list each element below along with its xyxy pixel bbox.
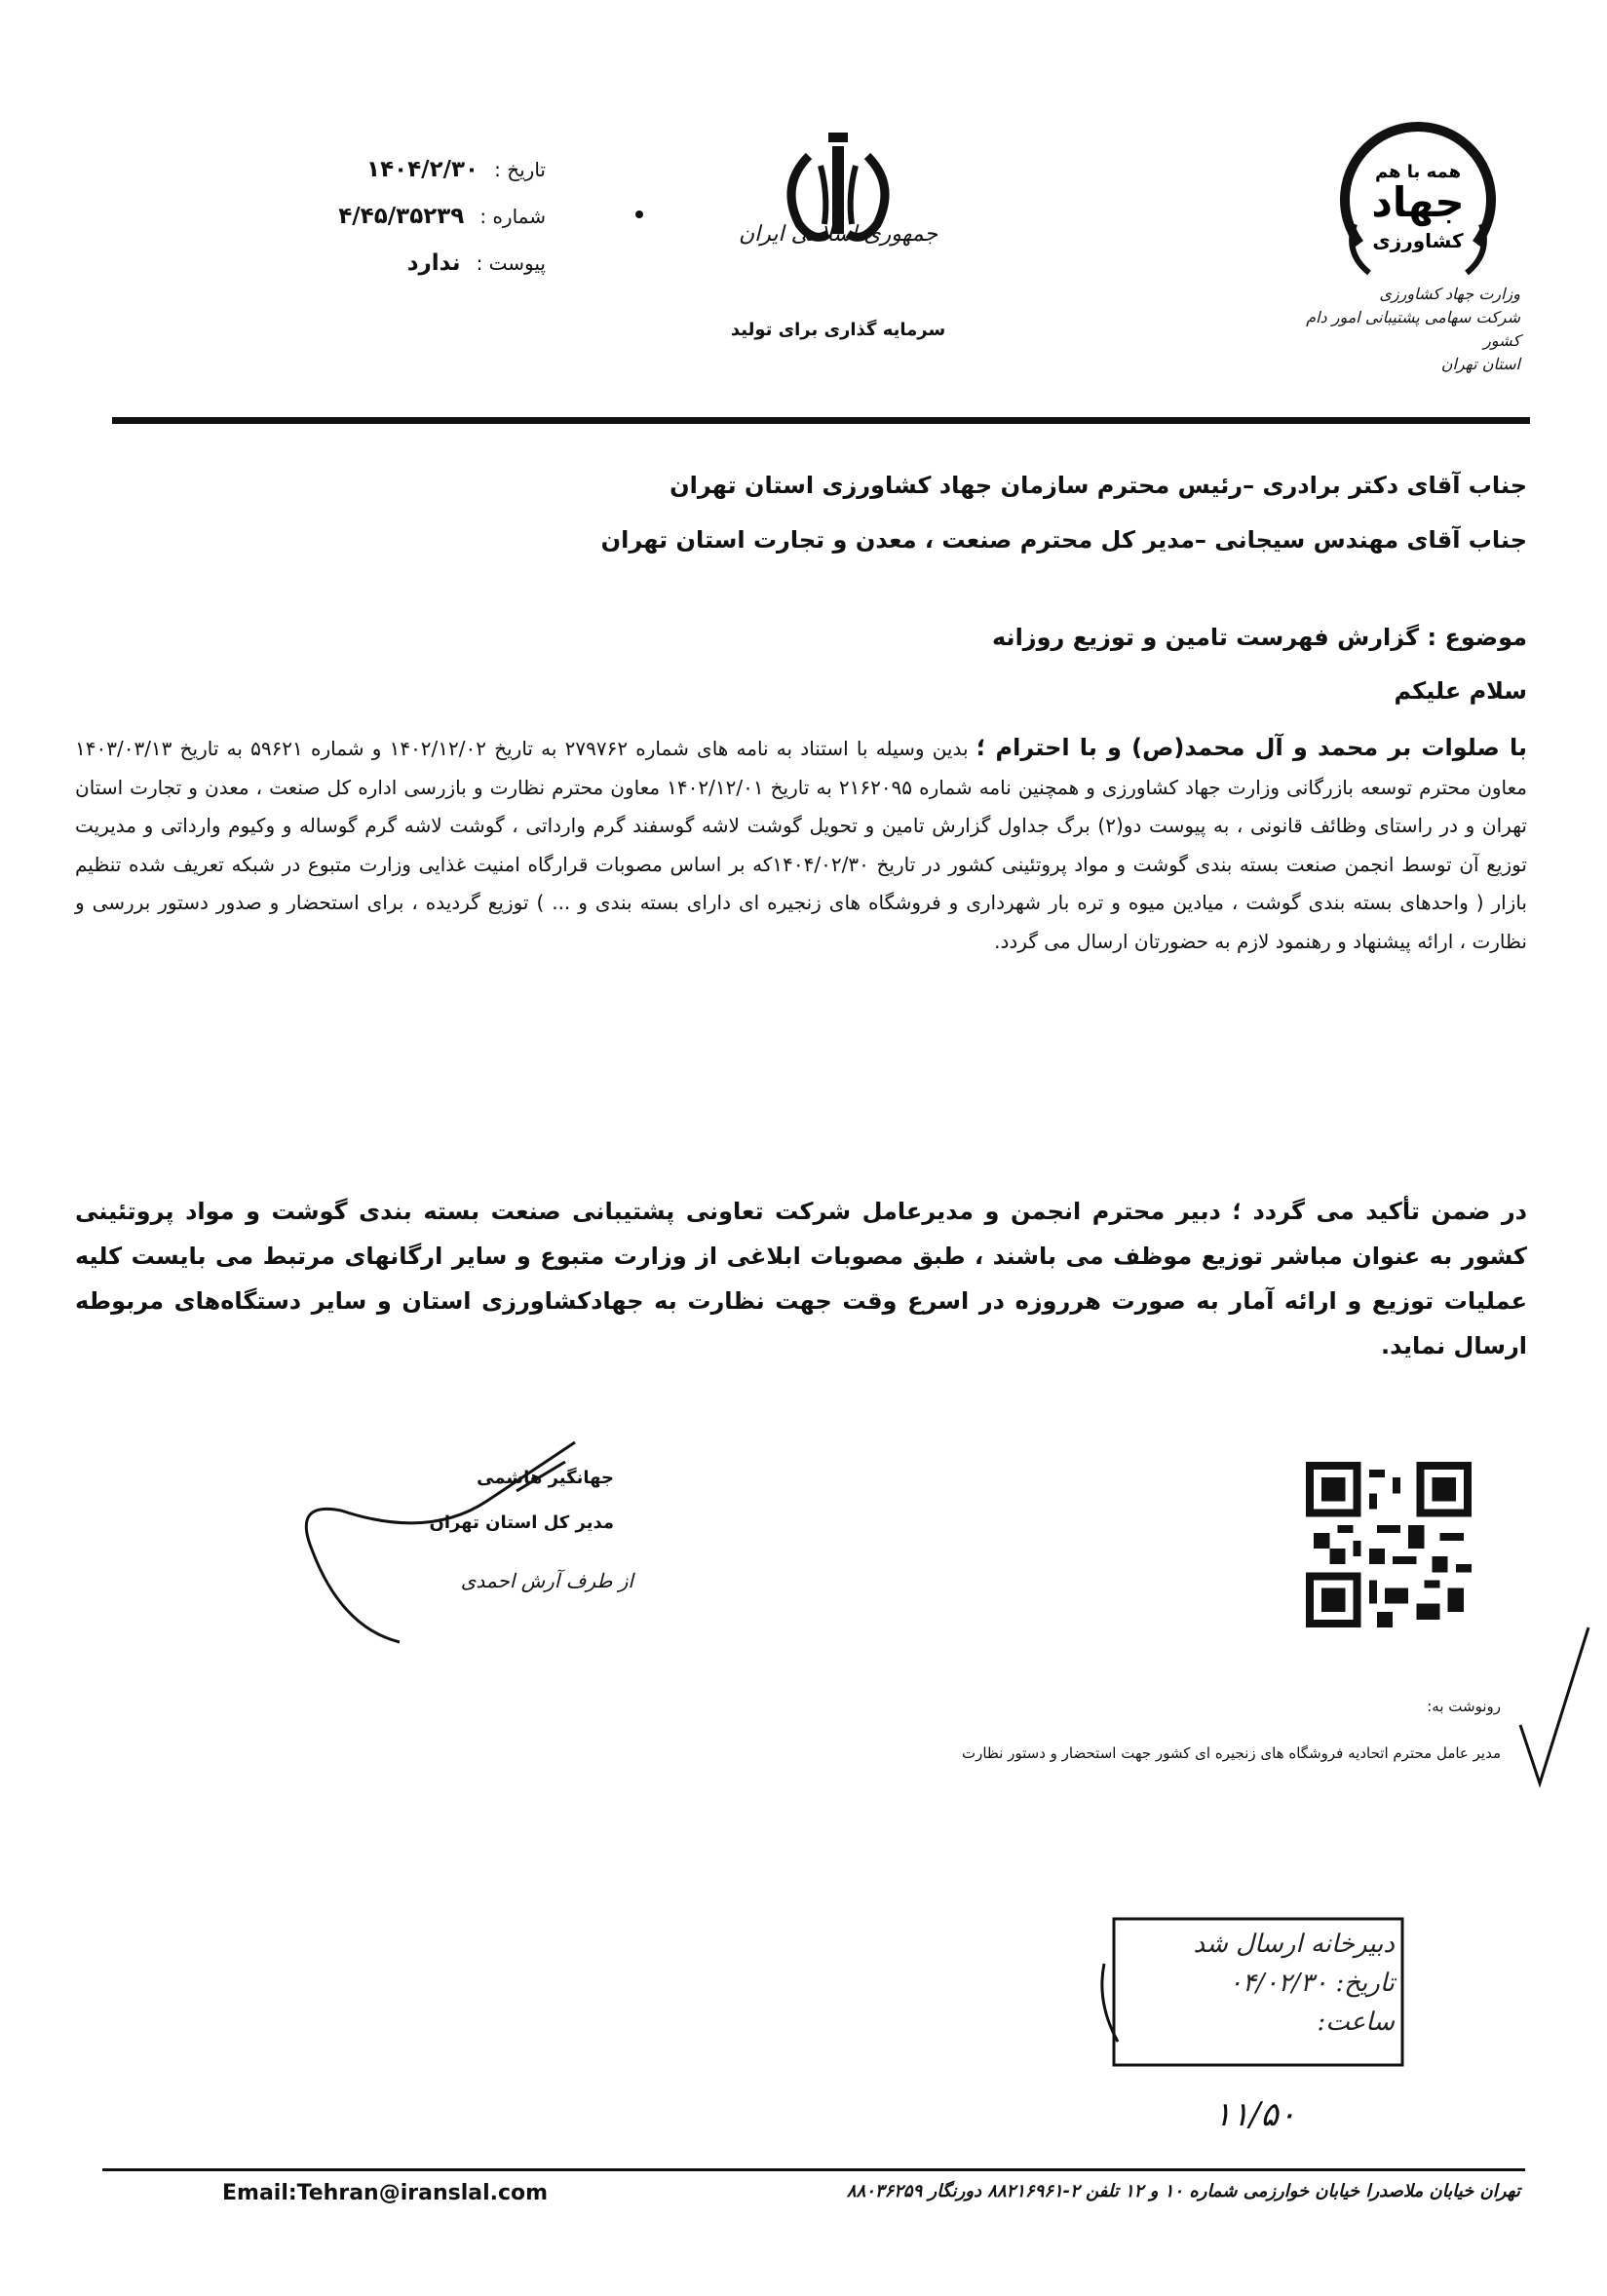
recipient-line: جناب آقای دکتر برادری –رئیس محترم سازمان جهاد کشاورزی استان تهران xyxy=(670,472,1527,499)
letter-paragraph-2: در ضمن تأکید می گردد ؛ دبیر محترم انجمن و مدیرعامل شرکت تعاونی پشتیبانی صنعت بسته بندی گوشت و مواد پروتئینی کشور به عنوان مباشر توزیع موظف می باشند ، طبق مصوبات ابلاغی از وزارت متبوع و سایر ارگانهای مرتبط می بایست کلیه عملیات توزیع و ارائه آمار به صورت هرروزه در اسرع وقت جهت نظارت به جهادکشاورزی استان و سایر دستگاه‌های مربوطه ارسال نماید. xyxy=(75,1198,1527,1359)
footer-address: تهران خیابان ملاصدرا خیابان خوارزمی شماره ۱۰ و ۱۲ تلفن ۲-۸۸۲۱۶۹۶۱ دورنگار ۸۸۰۳۶۲۵۹ xyxy=(846,2181,1520,2201)
number-label: شماره : xyxy=(479,205,546,228)
logo-sub-text: کشاورزی xyxy=(1372,229,1464,252)
decorative-dot xyxy=(635,210,643,218)
org-line: استان تهران xyxy=(1440,355,1520,373)
year-slogan: سرمایه گذاری برای تولید xyxy=(730,320,946,340)
signatory-block xyxy=(380,1456,614,1546)
letter-greeting: سلام علیکم xyxy=(1394,677,1527,705)
logo-top-text: همه با هم xyxy=(1374,162,1462,182)
jihad-keshavarzi-logo xyxy=(1335,117,1501,283)
date-value: ۱۴۰۴/۲/۳۰ xyxy=(366,157,479,182)
attachment-value: ندارد xyxy=(406,250,461,276)
footer-divider xyxy=(102,2168,1525,2171)
recipient-line: جناب آقای مهندس سیجانی –مدیر کل محترم صنعت ، معدن و تجارت استان تهران xyxy=(600,526,1527,554)
cc-label: رونوشت به: xyxy=(1427,1698,1501,1715)
checkmark-icon xyxy=(1511,1618,1598,1793)
logo-main-text: جهاد xyxy=(1371,178,1465,226)
stamp-line-3: ساعت: xyxy=(1317,2008,1395,2037)
recipients xyxy=(163,458,1527,567)
organization-lines xyxy=(1296,283,1520,376)
paragraph-1-lead: با صلوات بر محمد و آل محمد(ص) و با احترام ؛ xyxy=(976,734,1528,761)
qr-code-icon xyxy=(1306,1462,1472,1627)
stamp-line-1: دبیرخانه ارسال شد xyxy=(1193,1930,1395,1959)
footer-email: Email:Tehran@iranslal.com xyxy=(222,2181,549,2205)
stamp-line-2: تاریخ: ۰۴/۰۲/۳۰ xyxy=(1228,1969,1395,1998)
stamp-time-note: ۱۱/۵۰ xyxy=(1213,2095,1296,2134)
signatory-name: جهانگیر هاشمی xyxy=(477,1468,614,1488)
attachment-row xyxy=(292,240,546,287)
letter-meta xyxy=(292,146,546,287)
paragraph-1-body: بدین وسیله با استناد به نامه های شماره ۲۷۹۷۶۲ به تاریخ ۱۴۰۲/۱۲/۰۲ و شماره ۵۹۶۲۱ به تاریخ ۱۴۰۳/۰۳/۱۳ معاون محترم توسعه بازرگانی وزارت جهاد کشاورزی و همچنین نامه شماره ۲۱۶۲۰۹۵ به تاریخ ۱۴۰۲/۱۲/۰۱ معاون محترم نظارت و بازرسی اداره کل صنعت ، معدن و تجارت استان تهران و در راستای وظائف قانونی ، به پیوست دو(۲) برگ جداول گزارش تامین و تحویل گوشت لاشه گوسفند گرم وارداتی ، گوشت لاشه گرم گوساله و وکیوم وارداتی و مدیریت توزیع آن توسط انجمن صنعت بسته بندی گوشت و مواد پروتئینی کشور در تاریخ ۱۴۰۴/۰۲/۳۰که بر اساس مصوبات قرارگاه امنیت غذایی وزارت متبوع در شبکه تعریف شده تنظیم بازار ( واحدهای بسته بندی گوشت ، میادین میوه و تره بار شهرداری و فروشگاه های زنجیره ای دارای بسته بندی و ... ) توزیع گردیده ، برای استحضار و صدور دستور بررسی و نظارت ، ارائه پیشنهاد و رهنمود لازم به حضورتان ارسال می گردد. xyxy=(75,737,1528,953)
letter-paragraph-1 xyxy=(75,729,1527,961)
number-row xyxy=(292,193,546,240)
attachment-label: پیوست : xyxy=(476,251,546,275)
dispatch-stamp xyxy=(1096,1915,1408,2076)
cc-recipient: مدیر عامل محترم اتحادیه فروشگاه های زنجیره ای کشور جهت استحضار و دستور نظارت xyxy=(961,1744,1501,1762)
emblem-caption: جمهوری اسلامی ایران xyxy=(738,222,938,247)
signatory-title: مدیر کل استان تهران xyxy=(429,1512,614,1533)
letter-subject: موضوع : گزارش فهرست تامین و توزیع روزانه xyxy=(992,624,1527,651)
date-row xyxy=(292,146,546,193)
header-divider xyxy=(112,417,1530,424)
org-line: وزارت جهاد کشاورزی xyxy=(1379,285,1520,303)
date-label: تاریخ : xyxy=(494,158,546,181)
stamp-lines xyxy=(1112,1925,1395,2042)
number-value: ۴/۴۵/۳۵۲۳۹ xyxy=(338,204,465,229)
signatory-handwritten-note: از طرف آرش احمدی xyxy=(460,1569,633,1592)
org-line: شرکت سهامی پشتیبانی امور دام کشور xyxy=(1306,308,1520,350)
iran-emblem-icon xyxy=(760,127,916,292)
